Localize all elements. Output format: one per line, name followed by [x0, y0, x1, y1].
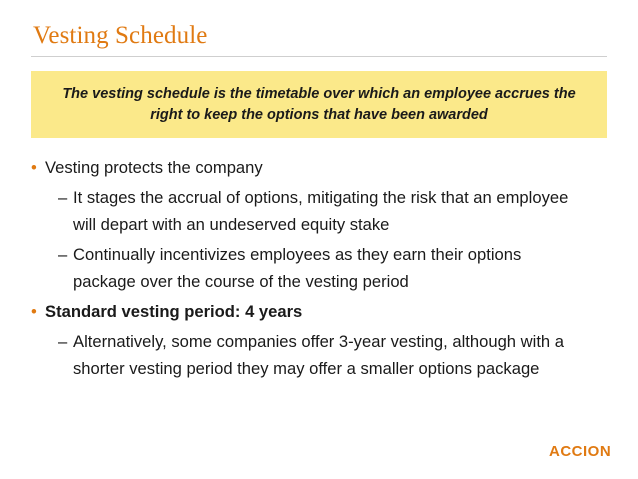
callout-line-1: The vesting schedule is the timetable over which an employee accrues the — [62, 85, 576, 102]
bullet-item — [31, 298, 616, 325]
sub-bullet-item — [31, 328, 616, 382]
sub-bullet-line: package over the course of the vesting period — [73, 272, 409, 291]
definition-callout — [31, 71, 607, 138]
dash-icon: – — [58, 245, 68, 264]
sub-bullet-line: Continually incentivizes employees as they earn their options — [73, 245, 522, 264]
sub-bullet-line: It stages the accrual of options, mitigating the risk that an employee — [73, 188, 569, 207]
slide-title: Vesting Schedule — [33, 22, 208, 49]
dash-icon: – — [58, 332, 68, 351]
sub-bullet-item — [31, 241, 616, 295]
bullet-icon: • — [31, 302, 37, 321]
bullet-text: Vesting protects the company — [45, 158, 263, 177]
bullet-item — [31, 154, 616, 181]
callout-line-2: right to keep the options that have been awarded — [150, 106, 488, 123]
sub-bullet-line: will depart with an undeserved equity stake — [73, 215, 390, 234]
title-divider — [31, 56, 607, 57]
bullet-text: Standard vesting period: 4 years — [45, 302, 303, 321]
sub-bullet-line: shorter vesting period they may offer a smaller options package — [73, 359, 540, 378]
dash-icon: – — [58, 188, 68, 207]
sub-bullet-item — [31, 184, 616, 238]
sub-bullet-line: Alternatively, some companies offer 3-year vesting, although with a — [73, 332, 564, 351]
bullet-list — [31, 154, 616, 385]
accion-logo: ACCION — [549, 443, 612, 460]
bullet-icon: • — [31, 158, 37, 177]
